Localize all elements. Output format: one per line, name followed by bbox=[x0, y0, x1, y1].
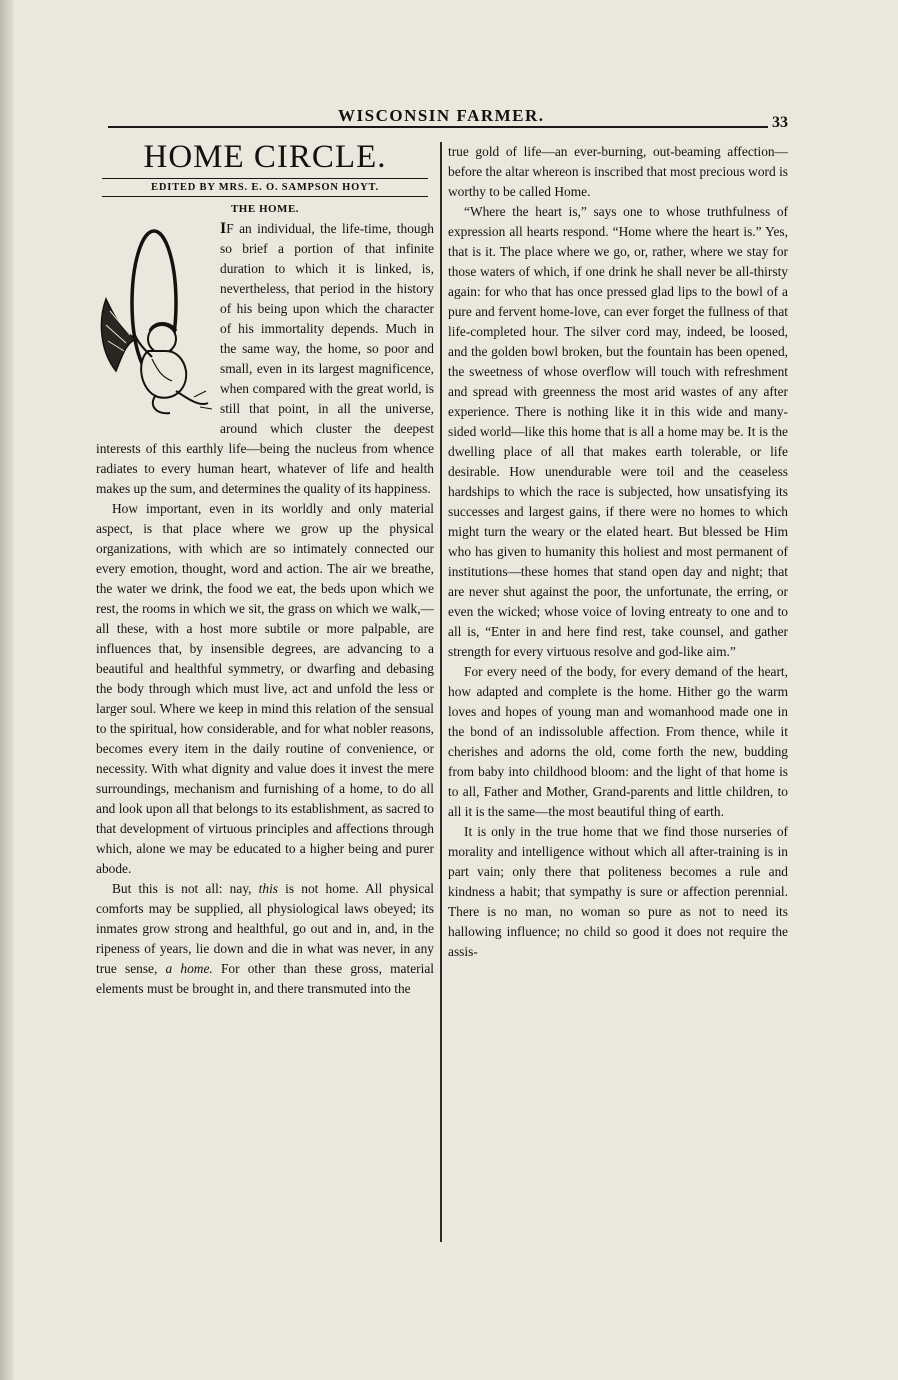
article-paragraph: How important, even in its worldly and only material aspect, is that place where we grow up the physical organizations, with which are so intimately connected our every emotion, thought, word and action. The air we breathe, the water we drink, the food we eat, the beds upon which we rest, the rooms in which we sit, the grass on which we walk,—all these, with a host more subtile or more palpable, are influences that, by insensible degrees, are advancing to a beautiful and healthful symmetry, or dwarfing and debasing the body through which must live, act and unfold the less or larger soul. Where we keep in mind this relation of the sensual to the spiritual, how considerable, and for what nobler reasons, becomes every item in the daily routine of convenience, or necessity. With what dignity and value does it invest the mere surroundings, mechanism and furnishing of a home, to do all and look upon all that belongs to its establishment, as sacred to that development of virtuous principles and affections through which, alone we may be educated to a higher being and purer abode. bbox=[96, 501, 434, 876]
article-paragraph: true gold of life—an ever-burning, out-beaming affection—before the altar whereon is inscribed that most precious word is worthy to be called Home. bbox=[448, 144, 788, 199]
header-rule bbox=[108, 126, 768, 128]
page-number: 33 bbox=[772, 114, 788, 131]
article-title: THE HOME. bbox=[230, 203, 300, 215]
article-text: is not home. All physical comforts may be supplied, all physiological laws obeyed; its inmates grow strong and healthful, go out and in, and, in the ripeness of years, lie down and die in what was never, in any true sense, bbox=[96, 881, 434, 976]
column-divider bbox=[440, 142, 442, 1242]
article-paragraph bbox=[96, 879, 434, 999]
article-paragraph: For every need of the body, for every demand of the heart, how adapted and complete is the home. Hither go the warm loves and hopes of young man and womanhood made one in the bond of an indissoluble affection. From thence, while it cherishes and adorns the old, come forth the new, budding from baby into childhood bloom: and the light of that home is to all, Father and Mother, Grand-parents and little children, to all it is the same—the most beautiful thing of earth. bbox=[448, 664, 788, 819]
section-title: HOME CIRCLE. bbox=[143, 139, 387, 175]
cherub-with-hoop-icon bbox=[96, 221, 214, 421]
article-paragraph: “Where the heart is,” says one to whose truthfulness of expression all hearts respond. “Home where the heart is.” Yes, that is it. The place where we go, or, rather, where we stay for those waters of which, if one drink he shall never be all-thirsty again: for who that has once pressed glad lips to the bowl of a pure and fervent home-love, can ever forget the fullness of that life-completed hour. The silver cord may, indeed, be loosed, and the golden bowl broken, but the fountain has been opened, the sweetness of whose overflow will touch with refreshment and spread with greenness the most arid wastes of any after experience. There is nothing like it in this wide and many-sided world—like this home that is all a home may be. It is the dwelling place of all that makes earth tolerable, or life desirable. How unendurable were toil and the ceaseless hardships to which the race is subjected, how unsatisfying its successes and largest gains, if there were no homes to which might turn the weary or the elated heart. But blessed be Him who has given to humanity this holiest and most permanent of institutions—these homes that stand open day and night; that are never shut against the poor, the unfortunate, the erring, or even the wicked; whose voice of loving entreaty to one and to all is, “Enter in and here find rest, take counsel, and gather strength for every virtuous resolve and god-like aim.” bbox=[448, 204, 788, 659]
article-paragraph-text: F an individual, the life-time, though so brief a portion of that infinite duration to which it is linked, is, nevertheless, that period in the history of his being upon which the character of his immortality depends. Much in the same way, the home, so poor and small, even in its largest magnificence, when compared with the great world, is still that point, in all the universe, around which cluster the deepest interests of this earthly life—being the nucleus from whence radiates to every human heart, whatever of life and health makes up the sum, and determines the quality of its happiness. bbox=[96, 221, 434, 496]
article-emphasis: this bbox=[258, 881, 279, 896]
drop-cap: I bbox=[220, 220, 227, 237]
article-text: But this is not all: nay, bbox=[112, 881, 259, 896]
editor-credit: EDITED BY MRS. E. O. SAMPSON HOYT. bbox=[102, 178, 428, 197]
article-paragraph: It is only in the true home that we find those nurseries of morality and intelligence without which all after-training is in part vain; only there that politeness becomes a rule and kindness a habit; that sympathy is sure or affection perennial. There is no man, no woman so pure as not to need its hallowing influence; no child so good it does not require the assis- bbox=[448, 824, 788, 959]
page-binding-edge bbox=[0, 0, 14, 1380]
running-head bbox=[108, 106, 788, 131]
left-column bbox=[96, 134, 434, 1254]
article-text: For other than these gross, material elements must be brought in, and there transmuted into the bbox=[96, 961, 434, 996]
running-title: WISCONSIN FARMER. bbox=[338, 106, 545, 125]
article-emphasis: a home. bbox=[165, 961, 213, 976]
right-column bbox=[448, 142, 788, 1262]
